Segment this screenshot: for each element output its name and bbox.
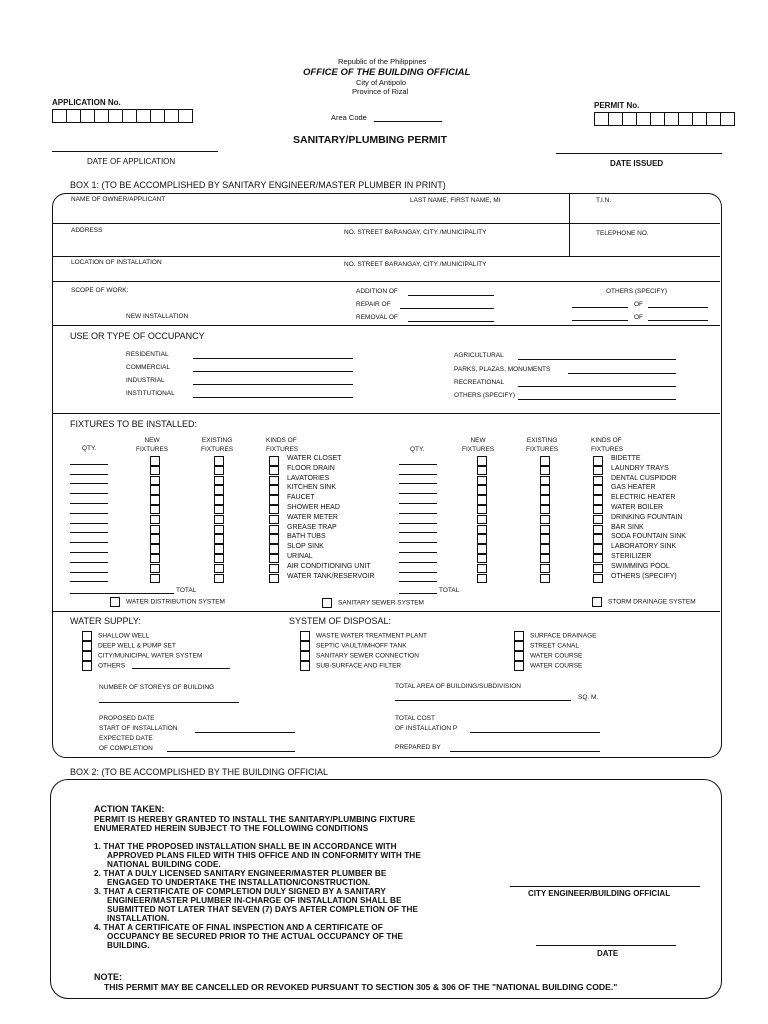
occupancy-commercial: COMMERCIAL: [126, 364, 171, 371]
fixture-item: BAR SINK: [611, 523, 644, 531]
proposed-date-label: PROPOSED DATE: [99, 715, 155, 722]
disposal-label: SANITARY SEWER CONNECTION: [316, 652, 419, 660]
area-code-label: Area Code: [331, 113, 367, 122]
box2-heading: BOX 2: (TO BE ACCOMPLISHED BY THE BUILDING OFFICIAL: [70, 767, 329, 777]
disposal-label: SURFACE DRAINAGE: [530, 632, 597, 640]
kind-checkboxes-left[interactable]: [269, 456, 279, 583]
fixture-item: DENTAL CUSPIDOR: [611, 474, 677, 482]
fixture-item: SWIMMING POOL: [611, 562, 670, 570]
box1-heading: BOX 1: (TO BE ACCOMPLISHED BY SANITARY ENGINEER/MASTER PLUMBER IN PRINT): [70, 180, 446, 190]
fixture-item: WATER CLOSET: [287, 455, 342, 462]
of-installation-label: OF INSTALLATION P: [395, 725, 458, 732]
fixture-item: GREASE TRAP: [287, 523, 337, 531]
others-line-2[interactable]: [572, 320, 628, 321]
province-text: Province of Rizal: [352, 87, 409, 96]
new-fixtures-checkboxes-left[interactable]: [150, 456, 160, 583]
water-supply-option[interactable]: [82, 661, 125, 671]
fixture-list-right: [611, 454, 686, 581]
occupancy-line[interactable]: [193, 358, 353, 359]
fixture-item: URINAL: [287, 552, 313, 560]
others-specify-label: OTHERS (SPECIFY): [606, 288, 668, 295]
disposal-label: STREET CANAL: [530, 642, 580, 650]
kinds-fixtures-header: KINDS OF FIXTURES: [266, 437, 299, 453]
fixture-item: WATER BOILER: [611, 503, 664, 511]
location-label: LOCATION OF INSTALLATION: [71, 259, 162, 266]
of-label-1: OF: [634, 301, 644, 308]
others-line-1[interactable]: [572, 307, 628, 308]
condition-line: 2. THAT A DULY LICENSED SANITARY ENGINEER/MASTER PLUMBER BE: [94, 869, 387, 878]
divider: [53, 413, 720, 414]
new-fixtures-header: NEW FIXTURES: [136, 437, 169, 453]
permit-no-label: PERMIT No.: [594, 101, 640, 110]
fixtures-heading: FIXTURES TO BE INSTALLED:: [70, 419, 198, 429]
disposal-option[interactable]: [300, 641, 407, 651]
fixture-item: SODA FOUNTAIN SINK: [611, 533, 686, 541]
occupancy-line[interactable]: [568, 373, 676, 374]
condition-4: [94, 923, 403, 950]
telephone-label: TELEPHONE NO.: [596, 230, 649, 237]
city-engineer-signature-line[interactable]: [510, 886, 700, 887]
addition-line[interactable]: [408, 295, 494, 296]
action-taken-label: ACTION TAKEN:: [94, 804, 165, 814]
condition-1: [94, 842, 421, 869]
intro-line: ENUMERATED HEREIN SUBJECT TO THE FOLLOWING CONDITIONS: [94, 824, 369, 833]
water-supply-option[interactable]: [82, 651, 202, 661]
scope-label: SCOPE OF WORK:: [71, 287, 129, 294]
occupancy-line[interactable]: [518, 386, 676, 387]
disposal-option[interactable]: [300, 631, 427, 641]
prepared-by-line[interactable]: [450, 751, 600, 752]
occupancy-recreational: RECREATIONAL: [454, 379, 505, 386]
repair-label: REPAIR OF: [356, 301, 391, 308]
kinds-fixtures-header: KINDS OF FIXTURES: [591, 437, 624, 453]
fixture-item: AIR CONDITIONING UNIT: [287, 562, 371, 570]
disposal-label: SEPTIC VAULT/IMHOFF TANK: [316, 642, 407, 650]
start-installation-line[interactable]: [195, 732, 295, 733]
prepared-by-label: PREPARED BY: [395, 744, 441, 751]
tin-label: T.I.N.: [596, 197, 612, 204]
addition-label: ADDITION OF: [356, 288, 398, 295]
fixture-item: GAS HEATER: [611, 484, 656, 492]
new-fixtures-header: NEW FIXTURES: [462, 437, 495, 453]
storeys-label: NUMBER OF STOREYS OF BUILDING: [99, 684, 215, 691]
water-supply-option[interactable]: [82, 641, 176, 651]
start-installation-label: START OF INSTALLATION: [99, 725, 178, 732]
removal-line[interactable]: [408, 321, 494, 322]
condition-line: OCCUPANCY BE SECURED PRIOR TO THE ACTUAL OCCUPANCY OF THE: [107, 932, 404, 941]
total-cost-label: TOTAL COST: [395, 715, 435, 722]
total-label-right: TOTAL: [439, 587, 460, 594]
water-supply-label: SHALLOW WELL: [98, 632, 150, 640]
occupancy-others: OTHERS (SPECIFY): [454, 392, 516, 399]
condition-line: SUBMITTED NOT LATER THAT SEVEN (7) DAYS AFTER COMPLETION OF THE: [107, 905, 419, 914]
condition-line: APPROVED PLANS FILED WITH THIS OFFICE AND IN CONFORMITY WITH THE: [107, 851, 421, 860]
area-code-line[interactable]: [374, 121, 442, 122]
condition-line: 3. THAT A CERTIFICATE OF COMPLETION DULY SIGNED BY A SANITARY: [94, 887, 386, 896]
cost-line[interactable]: [470, 732, 600, 733]
disposal-label: WATER COURSE: [530, 652, 583, 660]
disposal-option[interactable]: [514, 631, 596, 641]
location-hint: NO. STREET BARANGAY, CITY /MUNICIPALITY: [344, 261, 487, 268]
existing-fixtures-header: EXISTING FIXTURES: [201, 437, 234, 453]
intro-line: PERMIT IS HEREBY GRANTED TO INSTALL THE SANITARY/PLUMBING FIXTURE: [94, 815, 416, 824]
fixture-item: WATER METER: [287, 513, 338, 521]
water-distribution-label: WATER DISTRIBUTION SYSTEM: [126, 598, 225, 606]
fixture-item: LAVATORIES: [287, 474, 330, 482]
fixture-item: FAUCET: [287, 494, 315, 502]
total-line-left[interactable]: [70, 593, 174, 594]
note-text: THIS PERMIT MAY BE CANCELLED OR REVOKED PURSUANT TO SECTION 305 & 306 OF THE "NATIONAL BUILDING CODE.": [104, 982, 618, 992]
divider: [53, 256, 720, 257]
qty-header: QTY.: [410, 446, 425, 453]
fixture-item: WATER TANK/RESERVOIR: [287, 572, 375, 580]
occupancy-line[interactable]: [518, 399, 676, 400]
total-label-left: TOTAL: [176, 587, 197, 594]
note-label: NOTE:: [94, 972, 122, 982]
occupancy-line[interactable]: [193, 397, 353, 398]
occupancy-residential: RESIDENTIAL: [126, 351, 169, 358]
new-installation-label: NEW INSTALLATION: [126, 313, 189, 320]
divider: [53, 325, 720, 326]
kind-checkboxes-right[interactable]: [593, 456, 603, 583]
occupancy-industrial: INDUSTRIAL: [126, 377, 165, 384]
condition-line: 1. THAT THE PROPOSED INSTALLATION SHALL BE IN ACCORDANCE WITH: [94, 842, 397, 851]
expected-date-label: EXPECTED DATE: [99, 735, 153, 742]
date-of-application-label: DATE OF APPLICATION: [87, 157, 176, 166]
occupancy-institutional: INSTITUTIONAL: [126, 390, 175, 397]
water-supply-option[interactable]: [82, 631, 149, 641]
date-issued-line[interactable]: [556, 153, 722, 154]
storm-drainage-label: STORM DRAINAGE SYSTEM: [608, 598, 696, 606]
permit-no-boxes[interactable]: [594, 112, 735, 126]
date-of-application-line[interactable]: [52, 151, 218, 152]
fixture-item: ELECTRIC HEATER: [611, 494, 676, 502]
of-line-1[interactable]: [648, 307, 708, 308]
of-line-2[interactable]: [648, 320, 708, 321]
page-title: SANITARY/PLUMBING PERMIT: [293, 134, 447, 146]
disposal-heading: SYSTEM OF DISPOSAL:: [289, 616, 392, 626]
existing-fixtures-checkboxes-right[interactable]: [540, 456, 550, 583]
city-engineer-label: CITY ENGINEER/BUILDING OFFICIAL: [528, 889, 671, 898]
new-fixtures-checkboxes-right[interactable]: [477, 456, 487, 583]
divider: [53, 223, 720, 224]
sqm-label: SQ. M.: [578, 694, 599, 701]
condition-line: 4. THAT A CERTIFICATE OF FINAL INSPECTION AND A CERTIFICATE OF: [94, 923, 383, 932]
occupancy-line[interactable]: [193, 384, 353, 385]
condition-3: [94, 887, 418, 923]
address-label: ADDRESS: [71, 227, 103, 234]
disposal-option[interactable]: [514, 641, 579, 651]
application-no-boxes[interactable]: [52, 109, 193, 123]
disposal-option[interactable]: [300, 661, 401, 671]
disposal-label: SUB-SURFACE AND FILTER: [316, 662, 402, 670]
sanitary-sewer-option[interactable]: [322, 598, 424, 608]
fixture-item: FLOOR DRAIN: [287, 464, 335, 472]
condition-2: [94, 869, 387, 887]
water-supply-label: CITY/MUNICIPAL WATER SYSTEM: [98, 652, 203, 660]
owner-hint: LAST NAME, FIRST NAME, MI: [410, 197, 501, 204]
water-supply-label: DEEP WELL & PUMP SET: [98, 642, 176, 650]
condition-line: BUILDING.: [107, 941, 150, 950]
storm-drainage-option[interactable]: [592, 597, 696, 607]
existing-fixtures-checkboxes-left[interactable]: [214, 456, 224, 583]
water-supply-heading: WATER SUPPLY:: [70, 616, 141, 626]
existing-fixtures-header: EXISTING FIXTURES: [526, 437, 559, 453]
total-area-label: TOTAL AREA OF BUILDING/SUBDIVISION: [395, 683, 521, 690]
qty-header: QTY.: [82, 445, 97, 452]
water-supply-label: OTHERS: [98, 662, 126, 670]
disposal-option[interactable]: [514, 661, 582, 671]
occupancy-line[interactable]: [193, 371, 353, 372]
storeys-line[interactable]: [99, 702, 239, 703]
sanitary-sewer-label: SANITARY SEWER SYSTEM: [338, 599, 424, 607]
date-issued-label: DATE ISSUED: [610, 159, 664, 168]
total-line-right[interactable]: [399, 593, 437, 594]
of-label-2: OF: [634, 314, 644, 321]
fixture-item: LAUNDRY TRAYS: [611, 464, 669, 472]
completion-line[interactable]: [167, 751, 295, 752]
occupancy-heading: USE OR TYPE OF OCCUPANCY: [70, 331, 205, 341]
qty-column-left[interactable]: [70, 455, 108, 582]
application-no-label: APPLICATION No.: [52, 98, 121, 107]
condition-line: NATIONAL BUILDING CODE.: [107, 860, 221, 869]
total-area-line[interactable]: [395, 700, 571, 701]
disposal-option[interactable]: [300, 651, 419, 661]
divider: [53, 611, 720, 612]
fixture-item: BIDETTE: [611, 455, 641, 462]
occupancy-agricultural: AGRICULTURAL: [454, 352, 504, 359]
fixture-item: OTHERS (SPECIFY): [611, 572, 677, 580]
disposal-label: WATER COURSE: [530, 662, 583, 670]
office-title: OFFICE OF THE BUILDING OFFICIAL: [303, 67, 471, 78]
disposal-label: WASTE WATER TREATMENT PLANT: [316, 632, 427, 640]
removal-label: REMOVAL OF: [356, 314, 398, 321]
fixture-item: BATH TUBS: [287, 533, 326, 541]
fixture-item: STERILIZER: [611, 552, 652, 560]
republic-text: Republic of the Philippines: [338, 57, 427, 66]
fixture-item: LABORATORY SINK: [611, 543, 677, 551]
fixture-item: SLOP SINK: [287, 543, 324, 551]
city-text: City of Antipolo: [356, 78, 407, 87]
date-signature-line[interactable]: [536, 945, 676, 946]
disposal-option[interactable]: [514, 651, 582, 661]
occupancy-line[interactable]: [518, 359, 676, 360]
water-distribution-option[interactable]: [110, 597, 225, 607]
condition-line: ENGAGED TO UNDERTAKE THE INSTALLATION/CONSTRUCTION.: [107, 878, 371, 887]
fixture-item: SHOWER HEAD: [287, 503, 340, 511]
repair-line[interactable]: [400, 308, 494, 309]
condition-line: INSTALLATION.: [107, 914, 170, 923]
qty-column-right[interactable]: [399, 455, 437, 582]
date-label: DATE: [597, 949, 619, 958]
divider: [53, 281, 720, 282]
fixture-item: DRINKING FOUNTAIN: [611, 513, 683, 521]
occupancy-parks: PARKS, PLAZAS, MONUMENTS: [454, 366, 551, 373]
owner-label: NAME OF OWNER/APPLICANT: [71, 196, 166, 203]
water-supply-others-line[interactable]: [132, 668, 230, 669]
address-hint: NO. STREET BARANGAY, CITY /MUNICIPALITY: [344, 229, 487, 236]
tin-divider: [569, 193, 570, 256]
conditions-block: [94, 815, 415, 833]
fixture-item: KITCHEN SINK: [287, 484, 337, 492]
completion-label: OF COMPLETION: [99, 745, 153, 752]
condition-line: ENGINEER/MASTER PLUMBER IN-CHARGE OF INSTALLATION SHALL BE: [107, 896, 402, 905]
fixture-list-left: [287, 454, 375, 581]
